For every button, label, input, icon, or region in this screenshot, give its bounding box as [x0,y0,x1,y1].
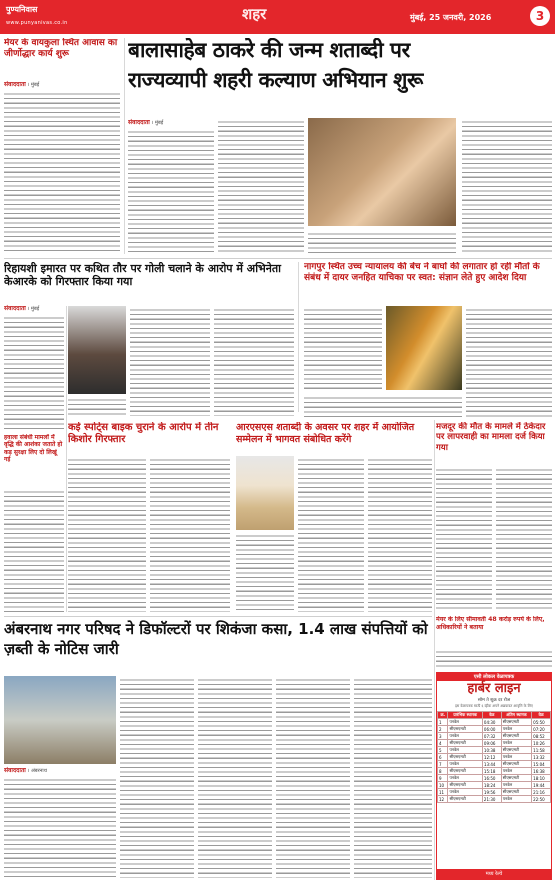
railway-ad [436,672,552,880]
story-mayor-headline: मेयर के वायकुला स्थित आवास का जीर्णोद्धार कार्य शुरू [4,38,118,59]
ad-timetable-cell: 2 [438,726,448,733]
ad-timetable-cell: सीएसएमटी [501,775,531,782]
ad-timetable-row [438,754,551,761]
ad-timetable-cell: 16:38 [532,768,551,775]
ad-timetable-cell: 11 [438,789,448,796]
ad-timetable-cell: 12 [438,796,448,803]
ad-timetable-row [438,719,551,726]
story-ambernath-body-col1 [4,776,116,878]
edition-date: मुंबई, 25 जनवरी, 2026 [410,13,492,22]
ad-timetable-row [438,740,551,747]
story-rss-headline-box [236,422,432,452]
ad-timetable-cell: 21:16 [532,789,551,796]
ad-timetable-cell: सीएसएमटी [448,782,482,789]
story-tiger-body-col1 [304,306,382,390]
story-ambernath-body-col4 [276,676,350,878]
ad-timetable-row [438,782,551,789]
byline-city: अंबरनाथ [30,768,47,774]
ad-timetable-col-header: क्र. [438,712,448,719]
column-rule [124,38,125,254]
story-ambernath-body-col5 [354,676,432,878]
ad-timetable-cell: पनवेल [448,789,482,796]
story-lead-body-col2 [218,118,304,254]
ad-timetable-col-header: प्रारंभिक स्थानक [448,712,482,719]
story-krk-headline: रिहायशी इमारत पर कथित तौर पर गोली चलाने के आरोप में अभिनेता केआरके को गिरफ्तार किया गया [4,262,281,289]
story-ambernath-body-col2 [120,676,194,878]
ad-timetable-col-header: वेळ [482,712,501,719]
story-rss-body-col3 [368,456,432,612]
ad-timetable-cell: 11:58 [532,747,551,754]
story-mayor-body [4,90,120,252]
ad-timetable-body [438,719,551,803]
story-krk-subhead-box [4,434,64,486]
ad-timetable-cell: 10:26 [532,740,551,747]
story-tiger-headline-box [304,262,552,302]
byline-city: मुंबई [30,306,40,312]
ad-brand: एसी लोकल वेळापत्रक [437,673,551,681]
story-krk-body-col3 [214,306,294,416]
ad-timetable-cell: पनवेल [501,740,531,747]
story-krk-headline-box [4,262,294,302]
ad-note: इस वेळापत्रक साठी ६ व्हीक अपने अद्ययावत आवृत्ति के लिए [455,704,533,708]
story-rss-body-col2 [298,456,364,612]
ad-timetable-cell: 4 [438,740,448,747]
story-worker-body-col2 [496,466,552,612]
ad-timetable-cell: 06:00 [482,726,501,733]
page-number: 3 [530,6,550,26]
story-krk-body-col1 [4,314,64,432]
byline-tag: संवाददाता [128,119,150,126]
ad-timetable-cell: सीएसएमटी [501,733,531,740]
ad-timetable-cell: 13:32 [532,754,551,761]
story-mayor-fund-body [436,648,552,670]
ad-timetable-cell: 21:30 [482,796,501,803]
ad-timetable-cell: 22:50 [532,796,551,803]
story-tiger-body-col3 [466,306,552,418]
story-worker-headline: मजदूर की मौत के मामले में ठेकेदार पर लापरवाही का मामला दर्ज किया गया [436,422,546,453]
ad-timetable [437,711,551,803]
ad-timetable-row [438,761,551,768]
section-name: शहर [242,5,267,23]
story-bikes-headline-box [68,422,230,450]
story-worker-headline-box [436,422,552,462]
story-krk-body-col2 [130,306,210,416]
ad-timetable-cell: 3 [438,733,448,740]
divider [4,616,432,617]
ad-timetable-row [438,775,551,782]
ad-timetable-cell: 08:52 [532,733,551,740]
story-lead-body-col4 [462,118,552,254]
ad-timetable-cell: 19:56 [482,789,501,796]
ad-timetable-cell: 07:32 [482,733,501,740]
story-tiger-headline: नागपुर स्थित उच्च न्यायालय की बेंच ने बाघों की लगातार हो रही मौतों के संबंध में दायर जनहित याचिका पर स्वत: संज्ञान लेते हुए आदेश दिया [304,262,540,283]
story-lead-body-col3 [308,230,456,254]
ad-timetable-row [438,726,551,733]
ad-timetable-cell: पनवेल [501,754,531,761]
ad-timetable-cell: 16:50 [482,775,501,782]
ad-timetable-col-header: वेळ [532,712,551,719]
story-lead-headline-box [128,38,552,114]
ad-timetable-cell: पनवेल [501,796,531,803]
byline-city: मुंबई [30,82,40,88]
story-krk-byline: संवाददाता । मुंबई [4,305,40,312]
ad-timetable-cell: पनवेल [448,733,482,740]
story-mayor-headline-box [4,38,120,78]
story-ambernath-headline: अंबरनाथ नगर परिषद ने डिफॉल्टरों पर शिकंजा कसा, 1.4 लाख संपत्तियों को ज़ब्ती के नोटिस जारी [4,620,428,658]
ad-timetable-cell: 09:06 [482,740,501,747]
ad-timetable-cell: पनवेल [501,768,531,775]
ad-timetable-cell: 6 [438,754,448,761]
story-krk-body-col1b [4,488,64,612]
ad-timetable-row [438,768,551,775]
ad-timetable-cell: 10 [438,782,448,789]
ad-timetable-cell: पनवेल [501,726,531,733]
ad-timetable-cell: सीएसएमटी [448,726,482,733]
ad-title: हार्बर लाइन [467,681,521,696]
ad-timetable-cell: 15:18 [482,768,501,775]
krk-photo-caption [68,396,126,416]
story-mayor-fund-headline: मेयर के लिए सीमावती 48 करोड़ रुपये के लिए, अधिकारियों ने बताया [436,616,545,631]
krk-photo [68,306,126,394]
masthead-logo: पुण्यनिवास [6,5,38,14]
masthead [0,0,555,34]
ad-timetable-cell: 10:38 [482,747,501,754]
ad-timetable-cell: 18:24 [482,782,501,789]
column-rule [298,262,299,412]
ad-timetable-row [438,796,551,803]
story-bikes-headline: कई स्पोर्ट्स बाइक चुराने के आरोप में तीन किशोर गिरफ्तार [68,422,219,446]
ad-timetable-cell: 18:10 [532,775,551,782]
story-bikes-body-col2 [150,456,230,612]
ad-footer: मध्य रेल्वे [437,869,551,879]
divider [4,258,552,259]
ad-timetable-cell: सीएसएमटी [501,761,531,768]
ad-timetable-cell: सीएसएमटी [448,740,482,747]
story-mayor-fund-headline-box [436,616,552,646]
ad-timetable-cell: पनवेल [448,761,482,768]
byline-tag: संवाददाता [4,81,26,88]
ad-timetable-cell: सीएसएमटी [501,789,531,796]
ad-timetable-cell: पनवेल [448,775,482,782]
ad-timetable-cell: 19:44 [532,782,551,789]
ad-timetable-col-header: अंतिम स्थानक [501,712,531,719]
ad-timetable-header [438,712,551,719]
ad-timetable-cell: 05:50 [532,719,551,726]
column-rule [66,306,67,612]
story-ambernath-body-col3 [198,676,272,878]
story-ambernath-headline-box [4,620,432,672]
ad-timetable-cell: पनवेल [448,747,482,754]
ad-timetable-cell: सीएसएमटी [501,719,531,726]
ambernath-photo [4,676,116,764]
ad-timetable-cell: पनवेल [448,719,482,726]
ad-timetable-cell: 8 [438,768,448,775]
byline-city: मुंबई [154,120,164,126]
ad-timetable-row [438,789,551,796]
masthead-website[interactable]: www.punyanivas.co.in [6,20,68,26]
story-mayor-byline: संवाददाता । मुंबई [4,81,40,88]
story-ambernath-byline: संवाददाता । अंबरनाथ [4,767,47,774]
bhagwat-photo [236,456,294,530]
story-lead-body-col1 [128,128,214,254]
ad-timetable-cell: 1 [438,719,448,726]
ad-timetable-cell: 9 [438,775,448,782]
ad-timetable-cell: सीएसएमटी [448,754,482,761]
story-worker-body-col1 [436,466,492,612]
ad-timetable-cell: 7 [438,761,448,768]
story-lead-byline: संवाददाता । मुंबई [128,119,164,126]
tiger-photo [386,306,462,390]
lead-photo [308,118,456,226]
ad-timetable-cell: 04:30 [482,719,501,726]
story-rss-headline: आरएसएस शताब्दी के अवसर पर शहर में आयोजित सम्मेलन में भागवत संबोधित करेंगे [236,422,415,445]
story-bikes-body-col1 [68,456,146,612]
ad-timetable-cell: 13:44 [482,761,501,768]
story-tiger-body-bottom [304,394,462,418]
ad-timetable-cell: पनवेल [501,782,531,789]
ad-timetable-cell: सीएसएमटी [501,747,531,754]
ad-subtitle: सोम ते शुक्र दर रोज [477,698,511,703]
ad-timetable-row [438,747,551,754]
ad-timetable-cell: सीएसएमटी [448,796,482,803]
story-lead-headline-line2: राज्यव्यापी शहरी कल्याण अभियान शुरू [128,67,423,92]
ad-timetable-row [438,733,551,740]
ad-timetable-cell: 15:04 [532,761,551,768]
story-krk-subhead: हवाला संबंधी मामलों में वृद्धि की आशंका जताते हो कड़ सुरक्षा लिए दो लिखूं गई [4,434,63,463]
byline-tag: संवाददाता [4,767,26,774]
byline-tag: संवाददाता [4,305,26,312]
column-rule [434,420,435,880]
ad-timetable-cell: सीएसएमटी [448,768,482,775]
ad-timetable-cell: 5 [438,747,448,754]
story-rss-body-col1 [236,532,294,612]
story-lead-headline-line1: बालासाहेब ठाकरे की जन्म शताब्दी पर [128,38,410,62]
ad-timetable-cell: 07:20 [532,726,551,733]
ad-timetable-cell: 12:12 [482,754,501,761]
